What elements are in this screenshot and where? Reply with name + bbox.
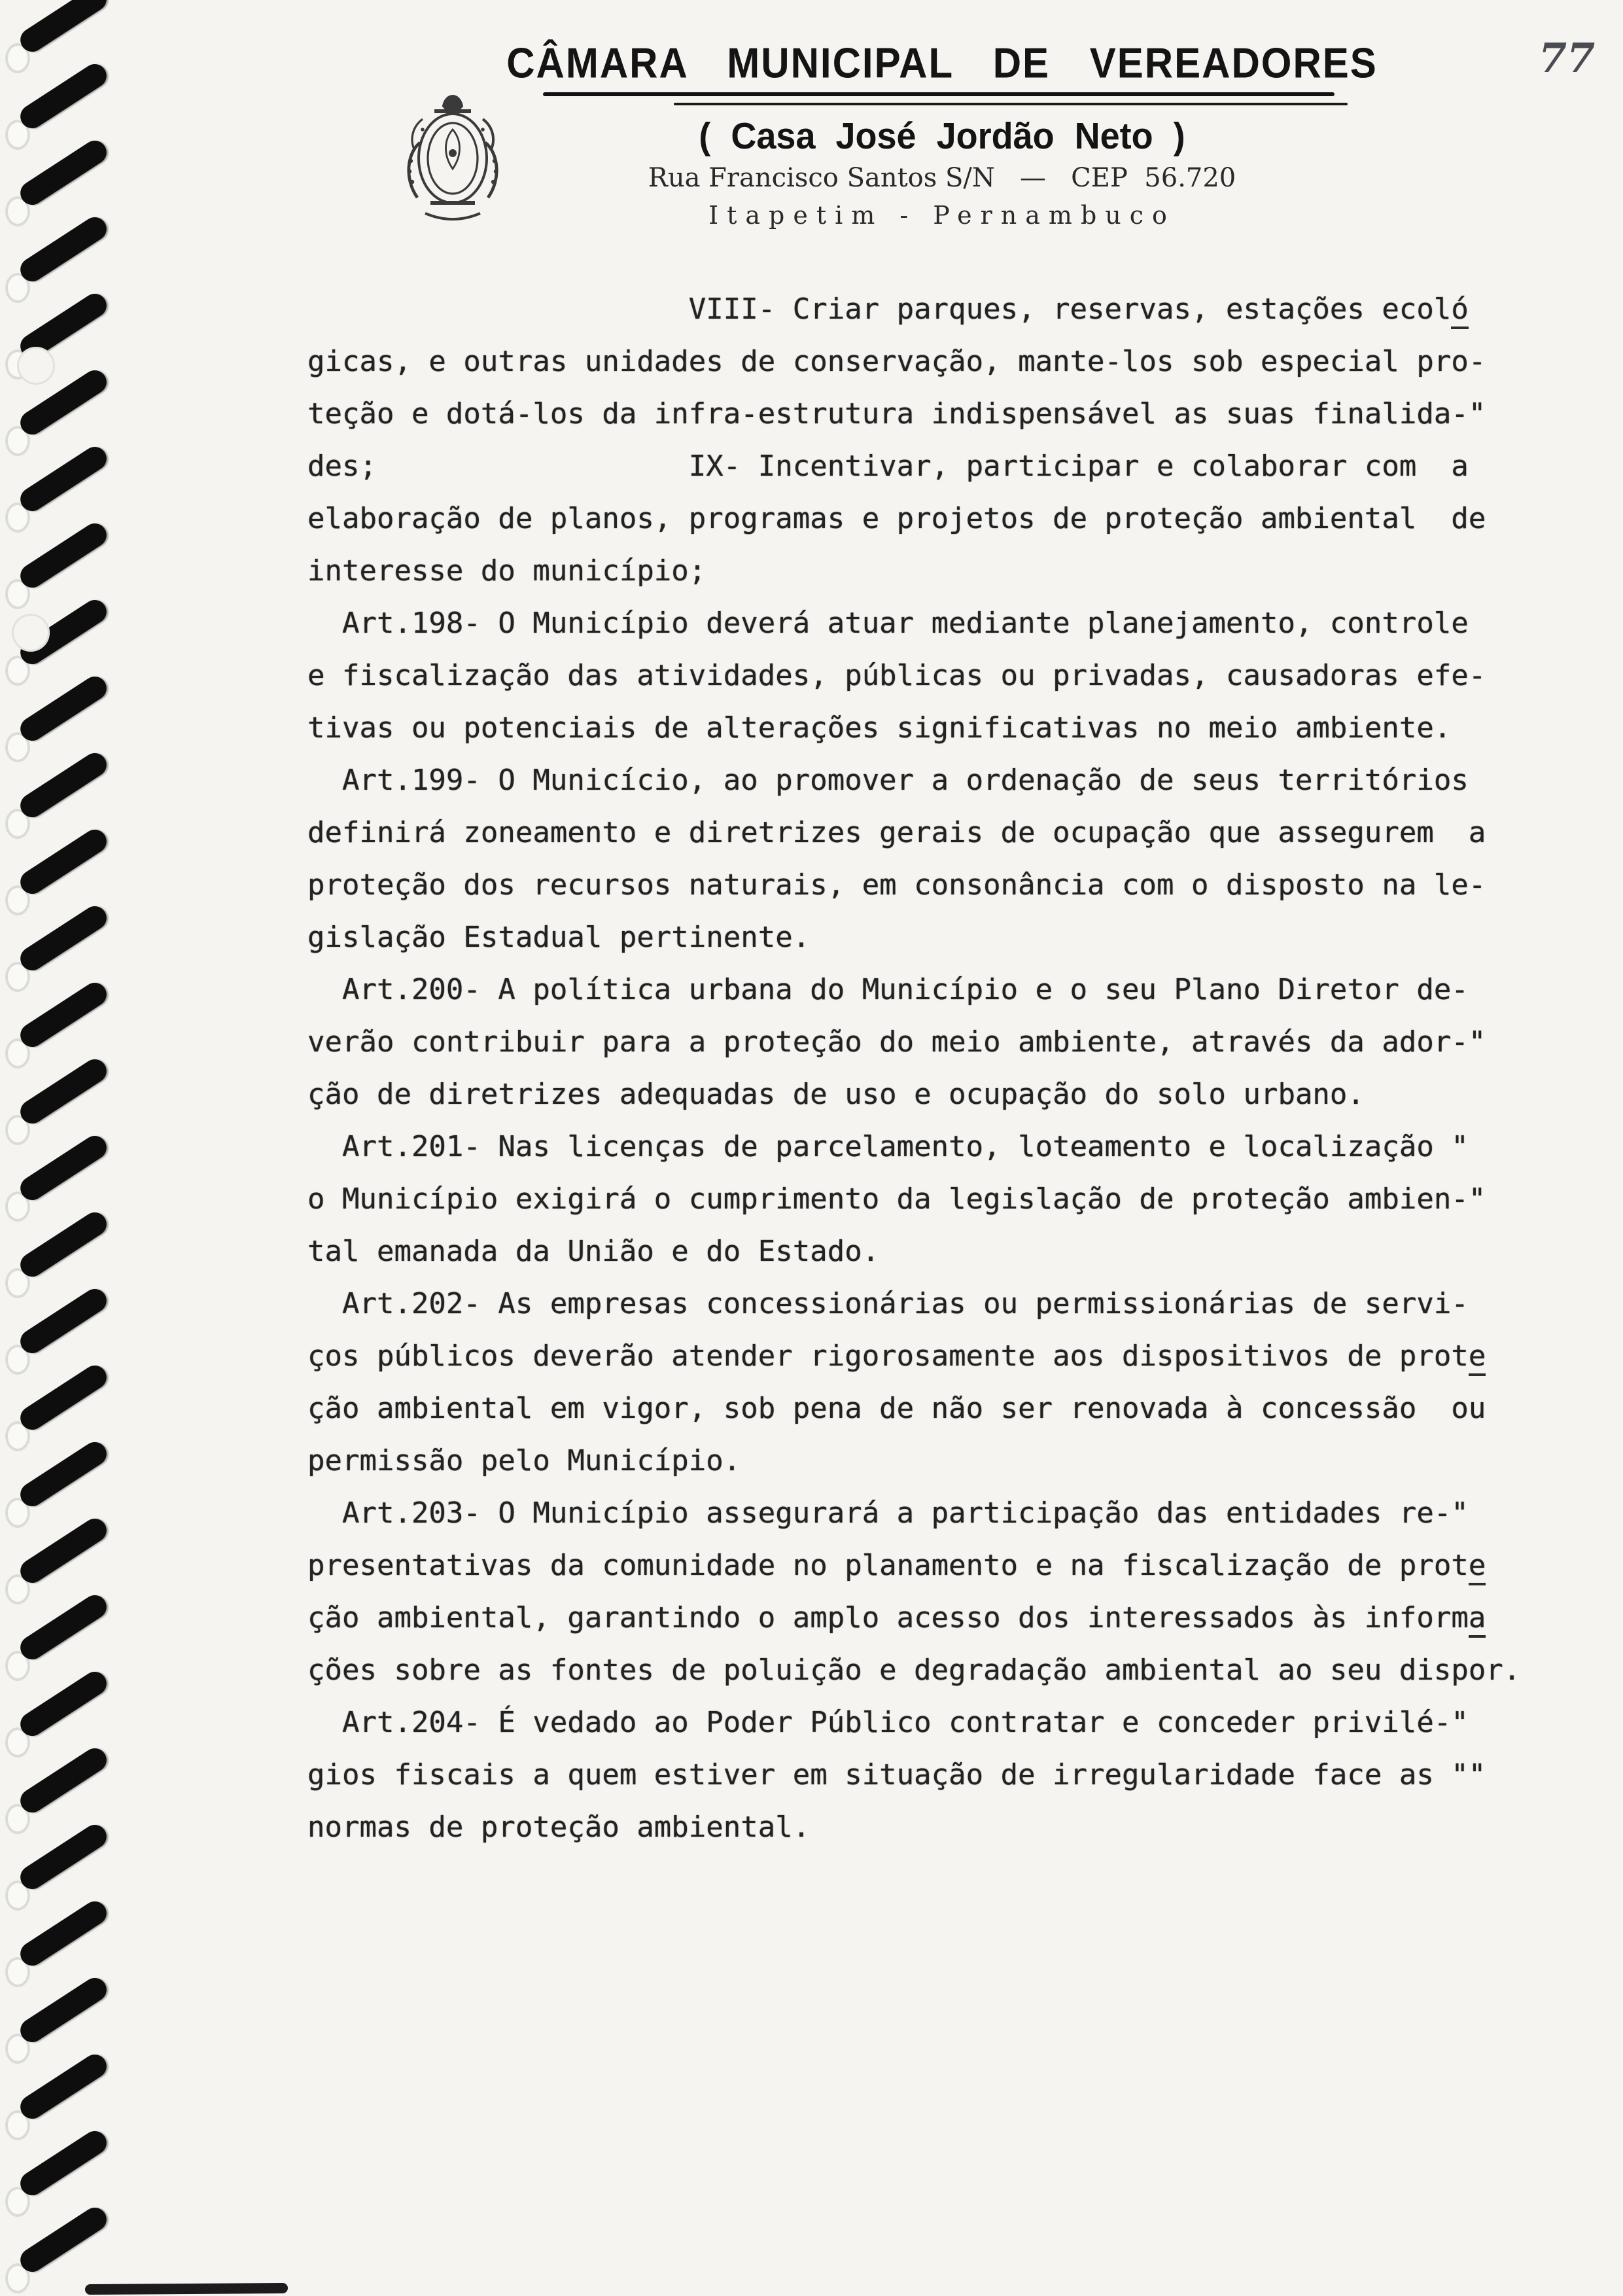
punch-hole-reinforcement: [12, 614, 50, 652]
text-line: ços públicos deverão atender rigorosamente aos dispositivos de prote: [307, 1336, 1550, 1388]
spiral-coil-icon: [16, 136, 111, 209]
org-subtitle: ( Casa José Jordão Neto ): [699, 115, 1185, 157]
spiral-coil-icon: [16, 2127, 111, 2200]
spiral-binding: [0, 0, 137, 2296]
spiral-coil-icon: [16, 0, 111, 56]
spiral-coil-icon: [16, 902, 111, 975]
spiral-coil-icon: [16, 1514, 111, 1587]
org-address: Rua Francisco Santos S/N — CEP 56.720: [648, 163, 1236, 193]
text-line: ções sobre as fontes de poluição e degradação ambiental ao seu dispor.: [307, 1653, 1521, 1687]
spiral-coil-icon: [16, 978, 111, 1051]
punch-hole-reinforcement: [17, 347, 55, 385]
text-line: ção ambiental em vigor, sob pena de não ser renovada à concessão ou: [307, 1392, 1486, 1425]
spiral-coil-icon: [16, 2203, 111, 2276]
continuation-underline: e: [1469, 1339, 1486, 1376]
text-line: Art.204- É vedado ao Poder Público contratar e conceder privilé-": [307, 1706, 1469, 1739]
spiral-coil-icon: [16, 1361, 111, 1434]
text-line: gios fiscais a quem estiver em situação de irregularidade face as "": [307, 1758, 1486, 1792]
text-line: gislação Estadual pertinente.: [307, 921, 811, 954]
text-line: presentativas da comunidade no planamento e na fiscalização de prote: [307, 1545, 1550, 1598]
text-line: tal emanada da União e do Estado.: [307, 1235, 880, 1268]
text-line: des; IX- Incentivar, participar e colaborar com a: [307, 450, 1469, 483]
spiral-coil-icon: [16, 1667, 111, 1740]
org-title: CÂMARA MUNICIPAL DE VEREADORES: [506, 39, 1378, 87]
text-line: teção e dotá-los da infra-estrutura indispensável as suas finalida-": [307, 397, 1486, 431]
text-line: verão contribuir para a proteção do meio ambiente, através da ador-": [307, 1025, 1486, 1059]
text-line: elaboração de planos, programas e projetos de proteção ambiental de: [307, 502, 1486, 535]
spiral-coil-icon: [16, 2050, 111, 2123]
spiral-coil-icon: [16, 672, 111, 745]
spiral-coil-icon: [16, 1820, 111, 1894]
text-line: e fiscalização das atividades, públicas ou privadas, causadoras efe-: [307, 659, 1486, 692]
org-city: Itapetim - Pernambuco: [708, 201, 1176, 230]
spiral-coil-icon: [16, 1591, 111, 1664]
text-line: VIII- Criar parques, reservas, estações ecoló: [307, 289, 1550, 342]
spiral-coil-icon: [16, 442, 111, 516]
spiral-coil-icon: [16, 519, 111, 592]
spiral-coil-icon: [16, 213, 111, 286]
text-line: gicas, e outras unidades de conservação, mante-los sob especial pro-: [307, 345, 1486, 378]
text-line: Art.198- O Município deverá atuar mediante planejamento, controle: [307, 607, 1469, 640]
text-line: o Município exigirá o cumprimento da legislação de proteção ambien-": [307, 1182, 1486, 1216]
text-line: Art.201- Nas licenças de parcelamento, loteamento e localização ": [307, 1130, 1469, 1163]
spiral-coil-icon: [16, 1744, 111, 1817]
text-line: Art.200- A política urbana do Município e o seu Plano Diretor de-: [307, 973, 1469, 1006]
text-line: tivas ou potenciais de alterações significativas no meio ambiente.: [307, 711, 1452, 745]
text-line: interesse do município;: [307, 554, 707, 588]
title-underline: [543, 92, 1335, 96]
spiral-coil-icon: [16, 825, 111, 898]
continuation-underline: e: [1469, 1549, 1486, 1585]
text-line: definirá zoneamento e diretrizes gerais de ocupação que assegurem a: [307, 816, 1486, 849]
text-line: normas de proteção ambiental.: [307, 1810, 811, 1844]
scan-edge-smudge: [85, 2283, 288, 2295]
text-line: ção ambiental, garantindo o amplo acesso dos interessados às informa: [307, 1598, 1550, 1650]
title-underline-2: [674, 103, 1348, 105]
spiral-coil-icon: [16, 1897, 111, 1970]
text-line: Art.203- O Município assegurará a participação das entidades re-": [307, 1496, 1469, 1530]
spiral-coil-icon: [16, 1973, 111, 2047]
spiral-coil-icon: [16, 1208, 111, 1281]
spiral-coil-icon: [16, 749, 111, 822]
continuation-underline: ó: [1451, 292, 1469, 329]
page-number: 77: [1539, 34, 1596, 82]
text-line: Art.199- O Municício, ao promover a ordenação de seus territórios: [307, 764, 1469, 797]
letterhead: [432, 41, 1452, 230]
spiral-coil-icon: [16, 1055, 111, 1128]
continuation-underline: a: [1469, 1601, 1486, 1638]
spiral-coil-icon: [16, 1284, 111, 1358]
text-line: Art.202- As empresas concessionárias ou permissionárias de servi-: [307, 1287, 1469, 1320]
spiral-coil-icon: [16, 1131, 111, 1205]
text-line: ção de diretrizes adequadas de uso e ocupação do solo urbano.: [307, 1078, 1365, 1111]
text-line: permissão pelo Município.: [307, 1444, 741, 1477]
body-text: [307, 289, 1550, 1860]
text-line: proteção dos recursos naturais, em consonância com o disposto na le-: [307, 868, 1486, 902]
spiral-coil-icon: [16, 1438, 111, 1511]
spiral-coil-icon: [16, 60, 111, 133]
